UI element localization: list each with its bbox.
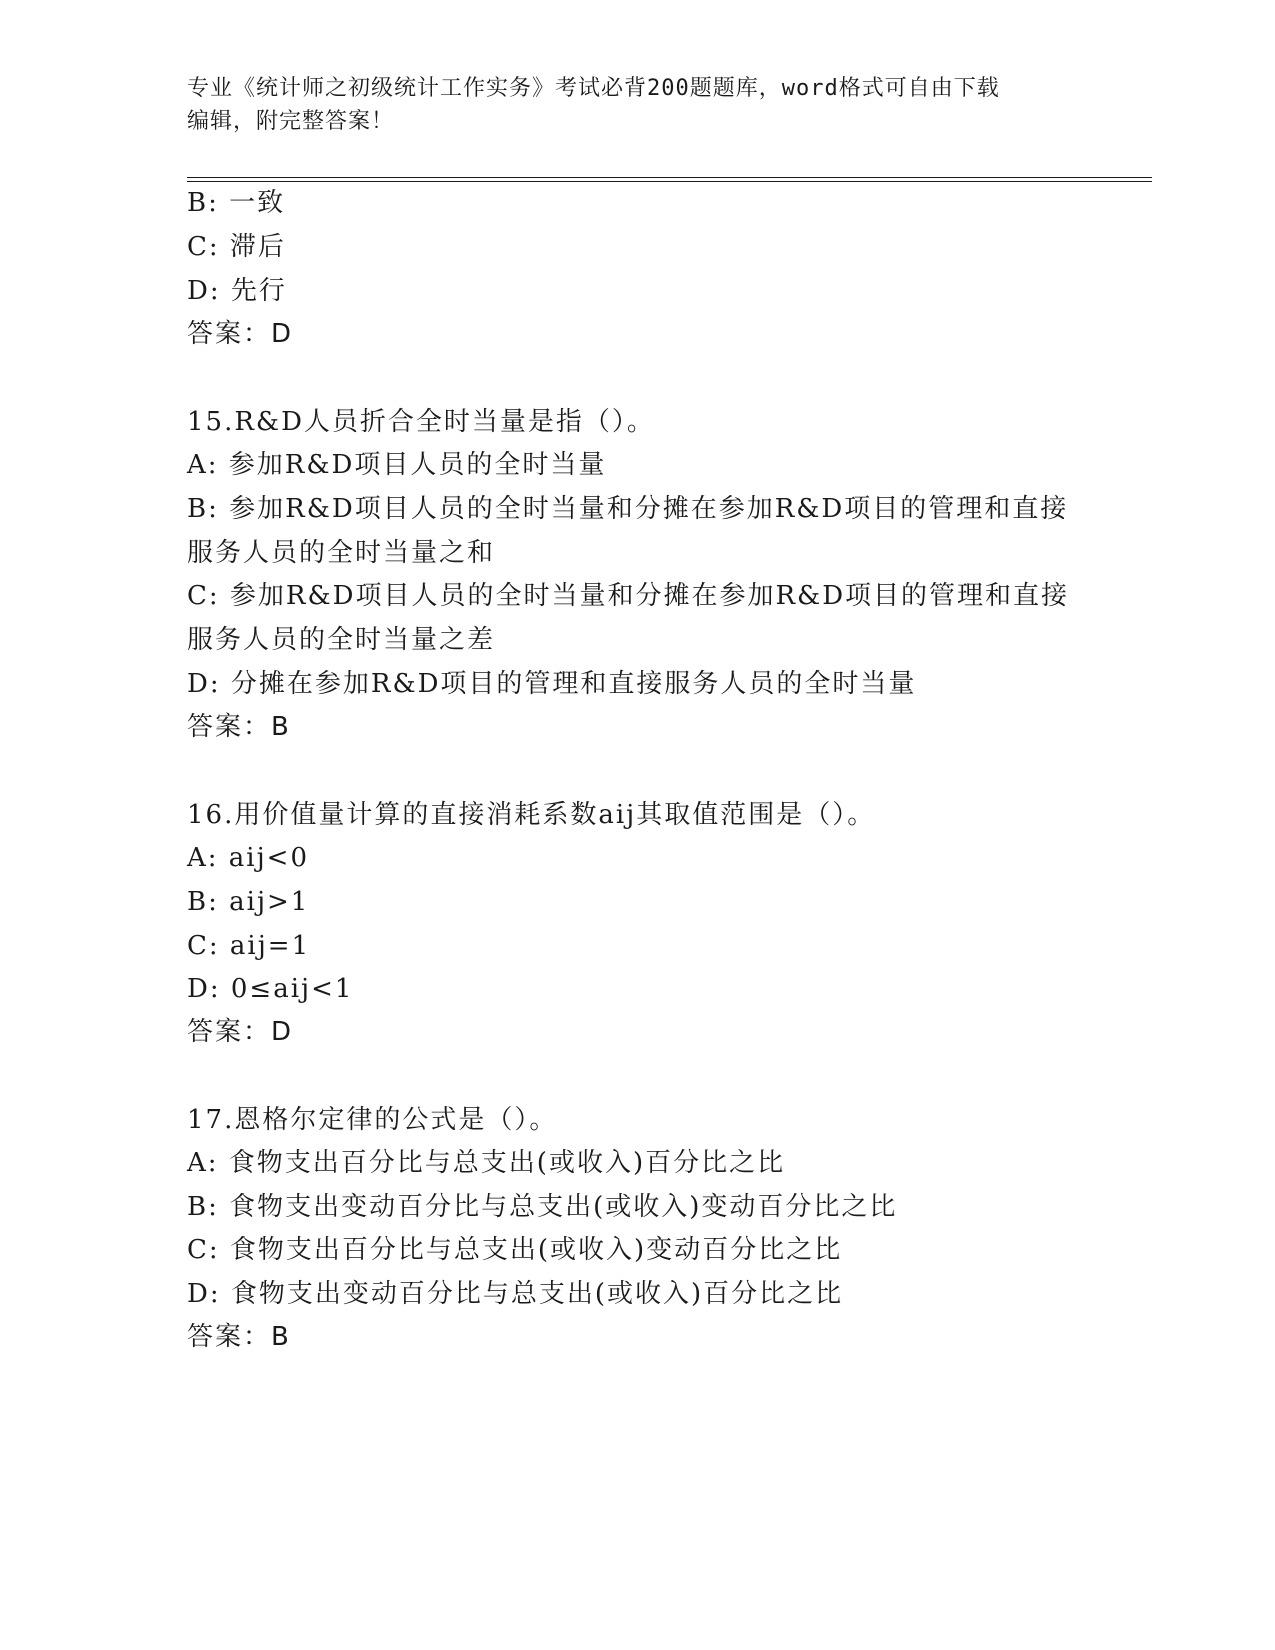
q15-answer: 答案：B — [187, 712, 291, 742]
q16-option-a: A: aij<0 — [187, 843, 310, 873]
header-line-1: 专业《统计师之初级统计工作实务》考试必背200题题库，word格式可自由下载 — [187, 76, 1000, 101]
q14-option-c: C: 滞后 — [187, 232, 286, 262]
q16-answer: 答案：D — [187, 1017, 294, 1047]
q15-option-b-line-2: 服务人员的全时当量之和 — [187, 538, 496, 568]
document-header — [187, 72, 1067, 138]
q16-question: 16.用价值量计算的直接消耗系数aij其取值范围是（）。 — [187, 800, 876, 830]
q15-option-d: D: 分摊在参加R&D项目的管理和直接服务人员的全时当量 — [187, 669, 917, 699]
q14-answer: 答案：D — [187, 319, 294, 349]
q15-question: 15.R&D人员折合全时当量是指（）。 — [187, 407, 655, 437]
q17-option-a: A: 食物支出百分比与总支出(或收入)百分比之比 — [187, 1148, 786, 1178]
q17-question: 17.恩格尔定律的公式是（）。 — [187, 1105, 558, 1135]
q14-option-b: B: 一致 — [187, 188, 286, 218]
q17-option-b: B: 食物支出变动百分比与总支出(或收入)变动百分比之比 — [187, 1192, 898, 1222]
q15-option-b-line-1: B: 参加R&D项目人员的全时当量和分摊在参加R&D项目的管理和直接 — [187, 494, 1069, 524]
q15-option-c-line-2: 服务人员的全时当量之差 — [187, 625, 496, 655]
q17-answer: 答案：B — [187, 1322, 291, 1352]
q17-option-c: C: 食物支出百分比与总支出(或收入)变动百分比之比 — [187, 1235, 843, 1265]
q15-option-c-line-1: C: 参加R&D项目人员的全时当量和分摊在参加R&D项目的管理和直接 — [187, 581, 1070, 611]
q14-option-d: D: 先行 — [187, 276, 287, 306]
q16-option-c: C: aij=1 — [187, 931, 311, 961]
q17-option-d: D: 食物支出变动百分比与总支出(或收入)百分比之比 — [187, 1279, 844, 1309]
q16-option-d: D: 0≤aij<1 — [187, 974, 354, 1004]
q15-option-a: A: 参加R&D项目人员的全时当量 — [187, 450, 607, 480]
header-divider — [187, 177, 1152, 182]
header-line-2: 编辑，附完整答案！ — [187, 109, 395, 134]
q16-option-b: B: aij>1 — [187, 887, 310, 917]
